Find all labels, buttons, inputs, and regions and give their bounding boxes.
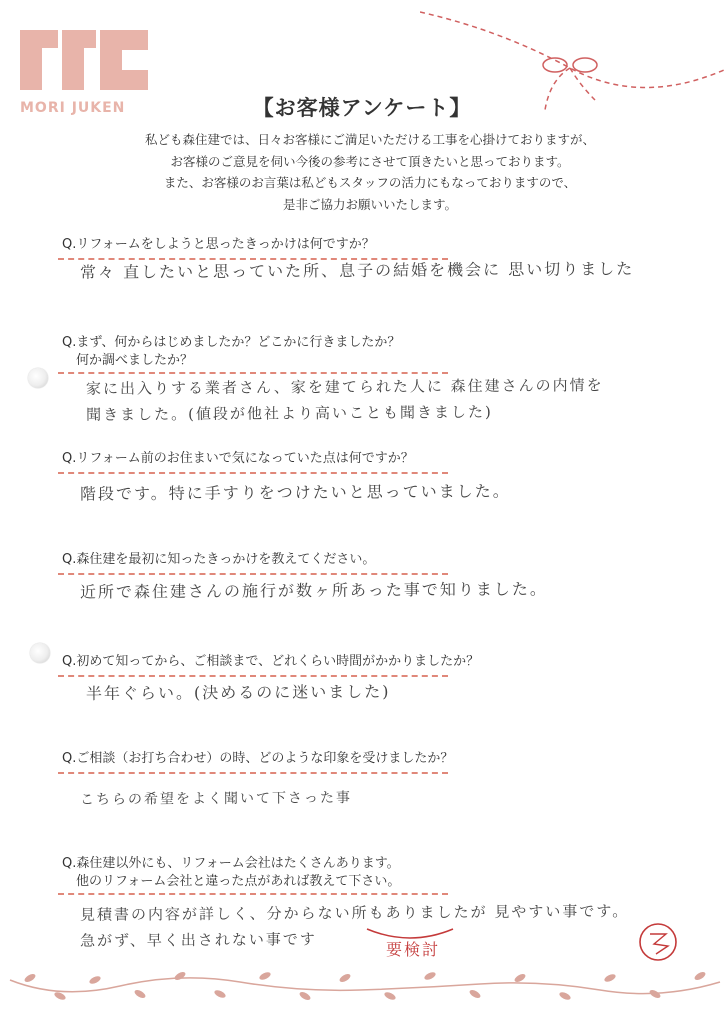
answer-5: 半年ぐらい。(決めるのに迷いました)	[85, 681, 391, 704]
intro-line: お客様のご意見を伺い今後の参考にさせて頂きたいと思っております。	[170, 153, 570, 169]
intro-line: また、お客様のお言葉は私どもスタッフの活力にもなっておりますので、	[163, 175, 577, 190]
question-6: Q.ご相談（お打ち合わせ）の時、どのような印象を受けましたか？	[62, 751, 454, 766]
answer-7-line-2: 急がず、早く出されない事です	[80, 930, 317, 950]
dashed-underline	[58, 573, 448, 575]
answer-7	[80, 898, 630, 954]
answer-7-line-1: 見積書の内容が詳しく、分からない所もありましたが 見やすい事です。	[79, 902, 630, 924]
circled-check-stamp	[636, 920, 680, 964]
intro-line: 是非ご協力お願いいたします。	[282, 196, 457, 212]
question-7-line-1: Q.森住建以外にも、リフォーム会社はたくさんあります。	[62, 856, 400, 871]
dashed-underline	[58, 472, 448, 474]
answer-2-line-1: 家に出入りする業者さん、家を建てられた人に 森住建さんの内情を	[85, 376, 604, 398]
answer-2-line-2: 聞きました。(値段が他社より高いことも聞きました)	[86, 402, 493, 424]
question-2-line-2: 何か調べましたか？	[76, 353, 194, 368]
dashed-underline	[58, 675, 448, 677]
answer-1: 常々 直したいと思っていた所、息子の結婚を機会に 思い切りました	[79, 259, 635, 282]
binder-hole	[28, 368, 48, 388]
red-memo-note: 要検討	[386, 940, 441, 959]
binder-hole	[30, 643, 50, 663]
intro-text	[90, 129, 650, 215]
dashed-underline	[58, 772, 448, 774]
vine-border-decoration	[0, 960, 724, 1010]
answer-6: こちらの希望をよく聞いて下さった事	[79, 790, 353, 808]
answer-3: 階段です。特に手すりをつけたいと思っていました。	[79, 481, 511, 504]
question-3: Q.リフォーム前のお住まいで気になっていた点は何ですか？	[62, 451, 414, 466]
answer-2	[86, 372, 604, 428]
question-7-line-2: 他のリフォーム会社と違った点があれば教えて下さい。	[76, 874, 401, 889]
answer-4: 近所で森住建さんの施行が数ヶ所あった事で知りました。	[79, 579, 548, 602]
question-2	[62, 334, 400, 370]
question-4: Q.森住建を最初に知ったきっかけを教えてください。	[62, 552, 376, 567]
logo-brand-text: MORI JUKEN	[20, 100, 126, 116]
question-7	[62, 855, 400, 891]
intro-line: 私ども森住建では、日々お客様にご満足いただける工事を心掛けておりますが、	[144, 132, 595, 147]
page-title: 【お客様アンケート】	[252, 96, 472, 120]
question-1: Q.リフォームをしようと思ったきっかけは何ですか？	[62, 237, 375, 252]
dashed-underline	[58, 893, 448, 895]
question-2-line-1: Q.まず、何からはじめましたか？どこかに行きましたか？	[62, 335, 401, 350]
question-5: Q.初めて知ってから、ご相談まで、どれくらい時間がかかりましたか？	[62, 654, 480, 669]
